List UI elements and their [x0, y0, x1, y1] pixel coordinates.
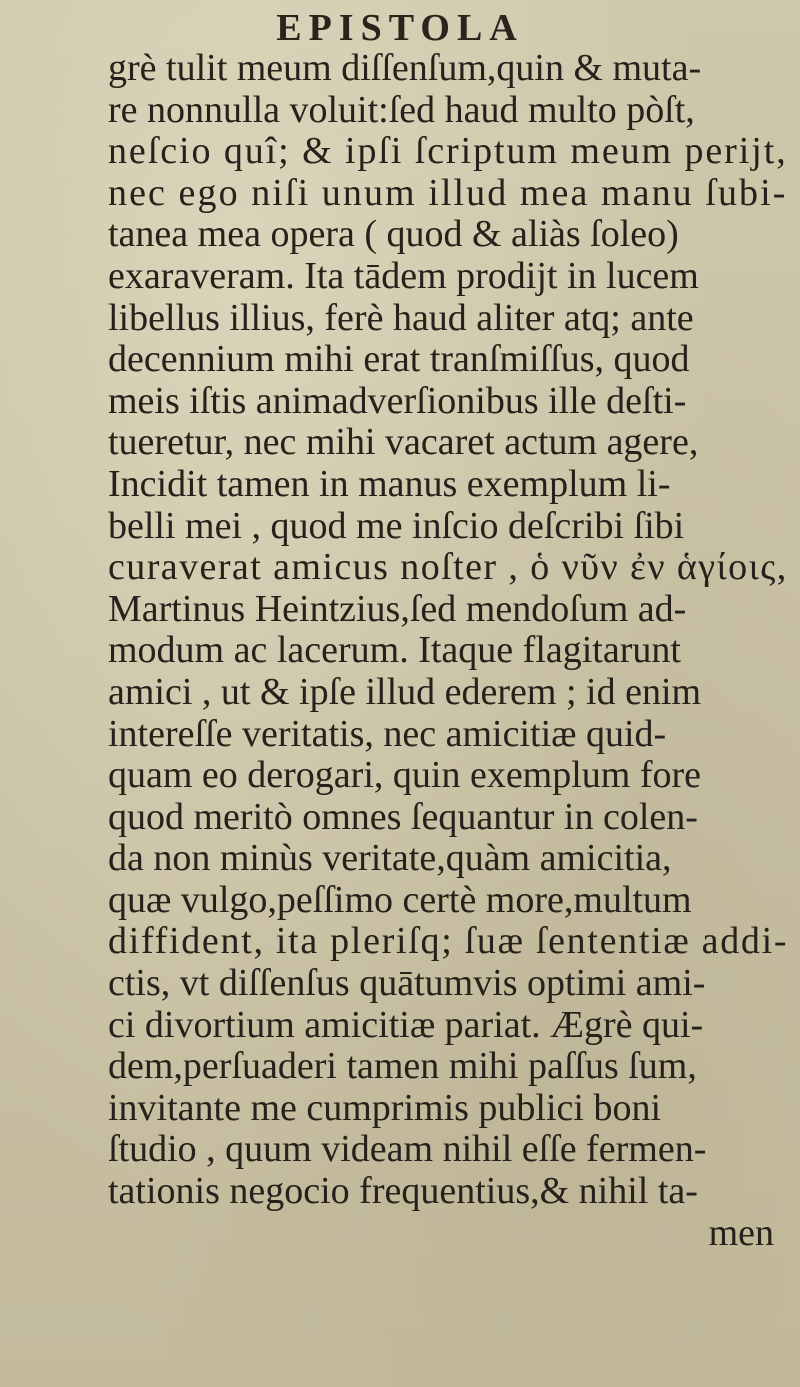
text-line: Martinus Heintzius,ſed mendoſum ad- [108, 587, 687, 630]
text-line: tanea mea opera ( quod & aliàs ſoleo) [108, 213, 679, 256]
text-line: da non minùs veritate,quàm amicitia, [108, 837, 672, 880]
text-line: quod meritò omnes ſequantur in colen- [108, 795, 698, 838]
text-line: neſcio quî; & ipſi ſcriptum meum perijt, [108, 130, 788, 173]
text-line: invitante me cumprimis publici boni [108, 1086, 662, 1129]
text-line: exaraveram. Ita tādem prodijt in lucem [108, 254, 699, 297]
text-line: Incidit tamen in manus exemplum li- [108, 462, 671, 505]
text-line: tueretur, nec mihi vacaret actum agere, [108, 421, 699, 464]
text-line: libellus illius, ferè haud aliter atq; ante [108, 296, 694, 339]
text-line: tationis negocio frequentius,& nihil ta- [108, 1170, 698, 1213]
text-line: curaverat amicus noſter , ὁ νῦν ἐν ἁγίοις, [108, 546, 788, 589]
text-line: belli mei , quod me inſcio deſcribi ſibi [108, 504, 685, 547]
text-line: quæ vulgo,peſſimo certè more,multum [108, 878, 692, 921]
text-line: ci divortium amicitiæ pariat. Ægrè qui- [108, 1003, 704, 1046]
body-text [108, 48, 788, 1254]
text-line: grè tulit meum diſſenſum,quin & muta- [108, 47, 702, 89]
text-line: ſtudio , quum videam nihil eſſe fermen- [108, 1128, 707, 1171]
text-line: quam eo derogari, quin exemplum fore [108, 754, 702, 797]
catchword: men [708, 1211, 774, 1254]
text-line: re nonnulla voluit:ſed haud multo pòſt, [108, 88, 695, 131]
text-line: ctis, vt diſſenſus quātumvis optimi ami- [108, 962, 706, 1005]
running-header: EPISTOLA [276, 7, 524, 49]
text-line: intereſſe veritatis, nec amicitiæ quid- [108, 712, 667, 755]
text-line: dem,perſuaderi tamen mihi paſſus ſum, [108, 1045, 697, 1088]
text-line: diffident, ita pleriſq; ſuæ ſententiæ addi- [108, 920, 789, 963]
text-line: nec ego niſi unum illud mea manu ſubi- [108, 171, 788, 214]
text-line: amici , ut & ipſe illud ederem ; id enim [108, 670, 702, 713]
text-line: meis iſtis animadverſionibus ille deſti- [108, 379, 687, 422]
text-line: decennium mihi erat tranſmiſſus, quod [108, 338, 690, 381]
text-line: modum ac lacerum. Itaque flagitarunt [108, 629, 681, 672]
